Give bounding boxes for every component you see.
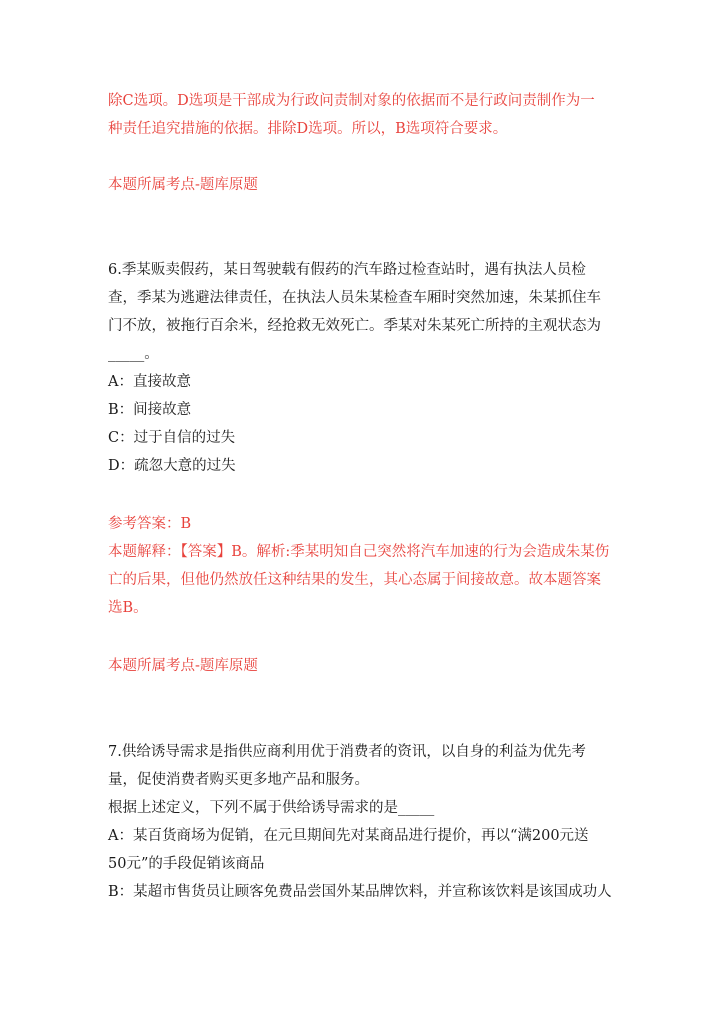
explanation-line: 本题解释：【答案】B。解析:季某明知自己突然将汽车加速的行为会造成朱某伤 [108, 544, 610, 560]
source-note: 本题所属考点-题库原题 [108, 658, 258, 674]
question-stem-line: 量，促使消费者购买更多地产品和服务。 [108, 772, 369, 788]
option-c: C：过于自信的过失 [108, 430, 236, 446]
question-stem-line: 7.供给诱导需求是指供应商利用优于消费者的资讯，以自身的利益为优先考 [108, 744, 586, 760]
question-stem-line: 门不放，被拖行百余米，经抢救无效死亡。季某对朱某死亡所持的主观状态为 [108, 318, 601, 334]
question-stem-line: 根据上述定义，下列不属于供给诱导需求的是_____ [108, 800, 435, 816]
option-a-continued: 50元”的手段促销该商品 [108, 856, 265, 872]
source-note: 本题所属考点-题库原题 [108, 177, 258, 193]
question-stem-line: 查，季某为逃避法律责任，在执法人员朱某检查车厢时突然加速，朱某抓住车 [108, 290, 601, 306]
answer-line: 参考答案：B [108, 516, 192, 532]
question-stem-line: _____。 [108, 346, 159, 362]
explanation-line: 种责任追究措施的依据。排除D选项。所以，B选项符合要求。 [108, 121, 508, 137]
option-a: A：直接故意 [108, 374, 191, 390]
explanation-line: 除C选项。D选项是干部成为行政问责制对象的依据而不是行政问责制作为一 [108, 93, 595, 109]
option-b: B：间接故意 [108, 402, 192, 418]
explanation-line: 亡的后果，但他仍然放任这种结果的发生，其心态属于间接故意。故本题答案 [108, 572, 601, 588]
explanation-line: 选B。 [108, 600, 148, 616]
option-a: A：某百货商场为促销，在元旦期间先对某商品进行提价，再以“满200元送 [108, 828, 589, 844]
option-d: D：疏忽大意的过失 [108, 458, 236, 474]
question-stem-line: 6.季某贩卖假药，某日驾驶载有假药的汽车路过检查站时，遇有执法人员检 [108, 262, 586, 278]
option-b: B：某超市售货员让顾客免费品尝国外某品牌饮料，并宣称该饮料是该国成功人 [108, 884, 612, 900]
